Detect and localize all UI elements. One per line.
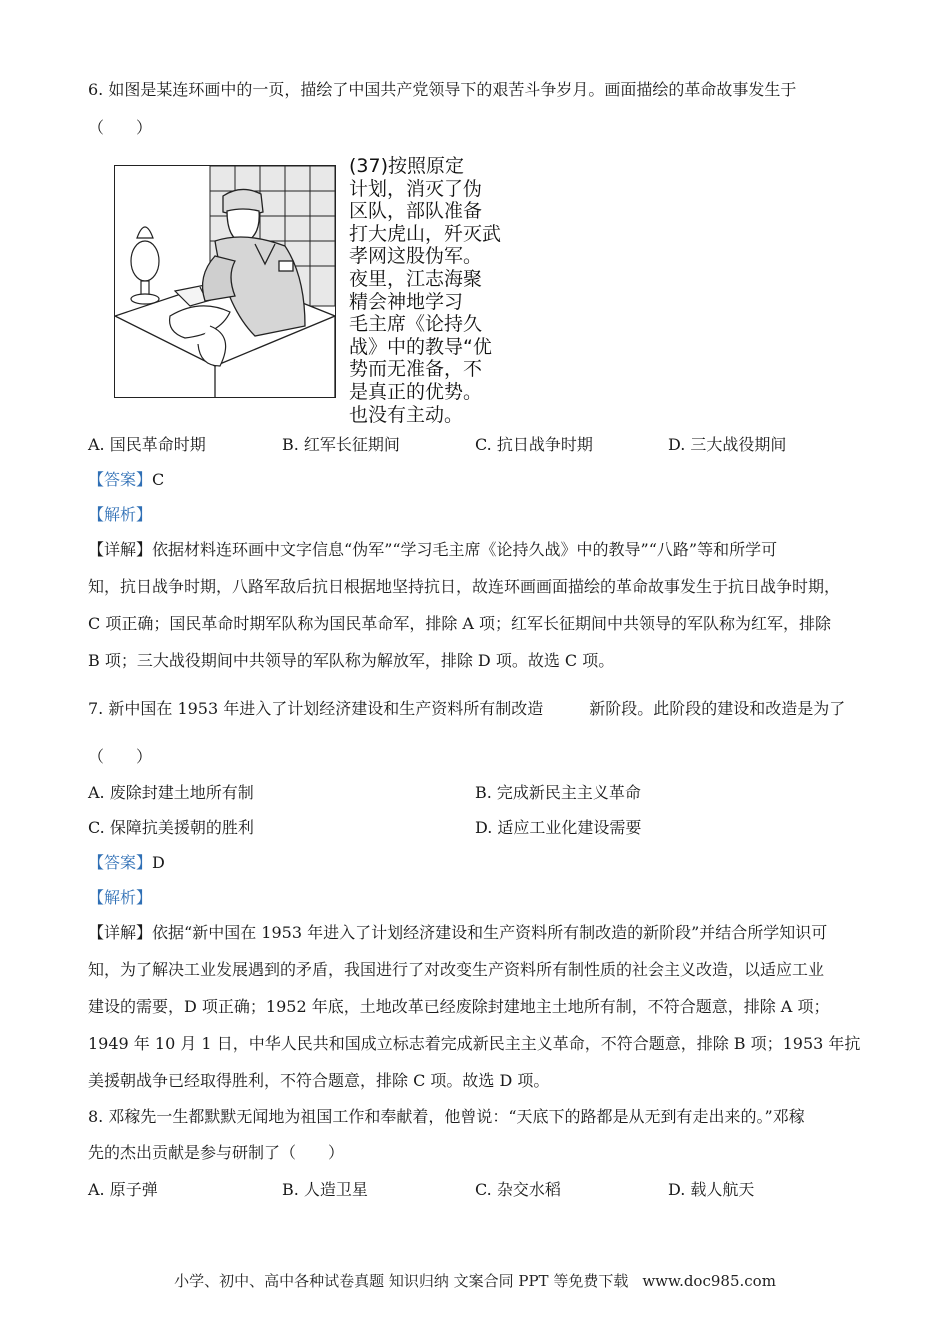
- answer-value: D: [152, 853, 165, 872]
- caption-line: 也没有主动。: [349, 403, 464, 426]
- q7-option-d: D. 适应工业化建设需要: [475, 818, 642, 837]
- comic-illustration: [114, 165, 336, 398]
- q7-answer: [88, 850, 165, 873]
- caption-line: 势而无准备，不: [349, 358, 483, 381]
- caption-line: (37)按照原定: [349, 155, 465, 177]
- q6-detail-line: [88, 537, 777, 560]
- q7-detail-line: 1949 年 10 月 1 日，中华人民共和国成立标志着完成新民主主义革命，不符合题意，排除 B 项；1953 年抗: [88, 1034, 861, 1053]
- answer-tag: 【答案】: [88, 853, 153, 872]
- q8-option-b: B. 人造卫星: [282, 1180, 368, 1199]
- q7-option-c: C. 保障抗美援朝的胜利: [88, 818, 254, 837]
- caption-line: 计划，消灭了伪: [349, 177, 483, 200]
- caption-line: 区队，部队准备: [349, 200, 483, 223]
- q6-analysis-tag: 【解析】: [88, 505, 153, 524]
- q6-detail-line: B 项；三大战役期间中共领导的军队称为解放军，排除 D 项。故选 C 项。: [88, 651, 615, 670]
- q8-stem-line1: 8. 邓稼先一生都默默无闻地为祖国工作和奉献着，他曾说：“天底下的路都是从无到有走出来的。”邓稼: [88, 1107, 805, 1126]
- detail-tag: 【详解】: [88, 540, 153, 559]
- caption-line: 毛主席《论持久: [349, 313, 483, 336]
- q6-answer: [88, 467, 164, 490]
- page-footer: [0, 1270, 950, 1291]
- q6-option-c: C. 抗日战争时期: [475, 435, 593, 454]
- footer-url[interactable]: www.doc985.com: [642, 1272, 776, 1290]
- q7-detail-line: 建设的需要，D 项正确；1952 年底，土地改革已经废除封建地主土地所有制，不符合题意，排除 A 项；: [88, 997, 830, 1016]
- q7-detail-line: 知，为了解决工业发展遇到的矛盾，我国进行了对改变生产资料所有制性质的社会主义改造，以适应工业: [88, 960, 825, 979]
- comic-caption: [349, 155, 501, 426]
- caption-line: 打大虎山，歼灭武: [349, 222, 502, 245]
- q6-option-b: B. 红军长征期间: [282, 435, 400, 454]
- q7-stem-line1: [88, 696, 845, 719]
- q6-option-a: A. 国民革命时期: [88, 435, 206, 454]
- q8-option-d: D. 载人航天: [668, 1180, 755, 1199]
- q7-stem-part-b: 新阶段。此阶段的建设和改造是为了: [589, 699, 846, 718]
- caption-line: 精会神地学习: [349, 290, 464, 313]
- footer-text: 小学、初中、高中各种试卷真题 知识归纳 文案合同 PPT 等免费下载: [174, 1272, 629, 1290]
- detail-text: 依据“新中国在 1953 年进入了计划经济建设和生产资料所有制改造的新阶段”并结合所学知识可: [152, 923, 828, 942]
- answer-tag: 【答案】: [88, 470, 153, 489]
- caption-line: 孝网这股伪军。: [349, 245, 483, 268]
- q7-analysis-tag: 【解析】: [88, 888, 153, 907]
- q8-stem-line2: 先的杰出贡献是参与研制了（ ）: [88, 1143, 345, 1162]
- q6-detail-line: C 项正确；国民革命时期军队称为国民革命军，排除 A 项；红军长征期间中共领导的军队称为红军，排除: [88, 614, 832, 633]
- answer-value: C: [152, 470, 165, 489]
- q7-stem-part-a: 7. 新中国在 1953 年进入了计划经济建设和生产资料所有制改造: [88, 699, 544, 718]
- detail-text: 依据材料连环画中文字信息“伪军”“学习毛主席《论持久战》中的教导”“八路”等和所学可: [152, 540, 778, 559]
- q7-option-a: A. 废除封建土地所有制: [88, 783, 254, 802]
- q6-option-d: D. 三大战役期间: [668, 435, 787, 454]
- q7-detail-line: [88, 920, 827, 943]
- caption-line: 是真正的优势。: [349, 380, 483, 403]
- soldier-reading-illustration: [115, 166, 335, 397]
- caption-line: 战》中的教导“优: [349, 335, 492, 358]
- q8-option-a: A. 原子弹: [88, 1180, 158, 1199]
- q6-stem-line1: 6. 如图是某连环画中的一页，描绘了中国共产党领导下的艰苦斗争岁月。画面描绘的革命故事发生于: [88, 80, 797, 99]
- q7-detail-line: 美援朝战争已经取得胜利，不符合题意，排除 C 项。故选 D 项。: [88, 1071, 550, 1090]
- caption-line: 夜里，江志海聚: [349, 267, 483, 290]
- q7-option-b: B. 完成新民主主义革命: [475, 783, 641, 802]
- q6-detail-line: 知，抗日战争时期，八路军敌后抗日根据地坚持抗日，故连环画画面描绘的革命故事发生于抗日战争时期，: [88, 577, 841, 596]
- q8-option-c: C. 杂交水稻: [475, 1180, 561, 1199]
- detail-tag: 【详解】: [88, 923, 153, 942]
- q6-stem-line2: （ ）: [88, 118, 153, 137]
- q7-stem-line2: （ ）: [88, 747, 153, 766]
